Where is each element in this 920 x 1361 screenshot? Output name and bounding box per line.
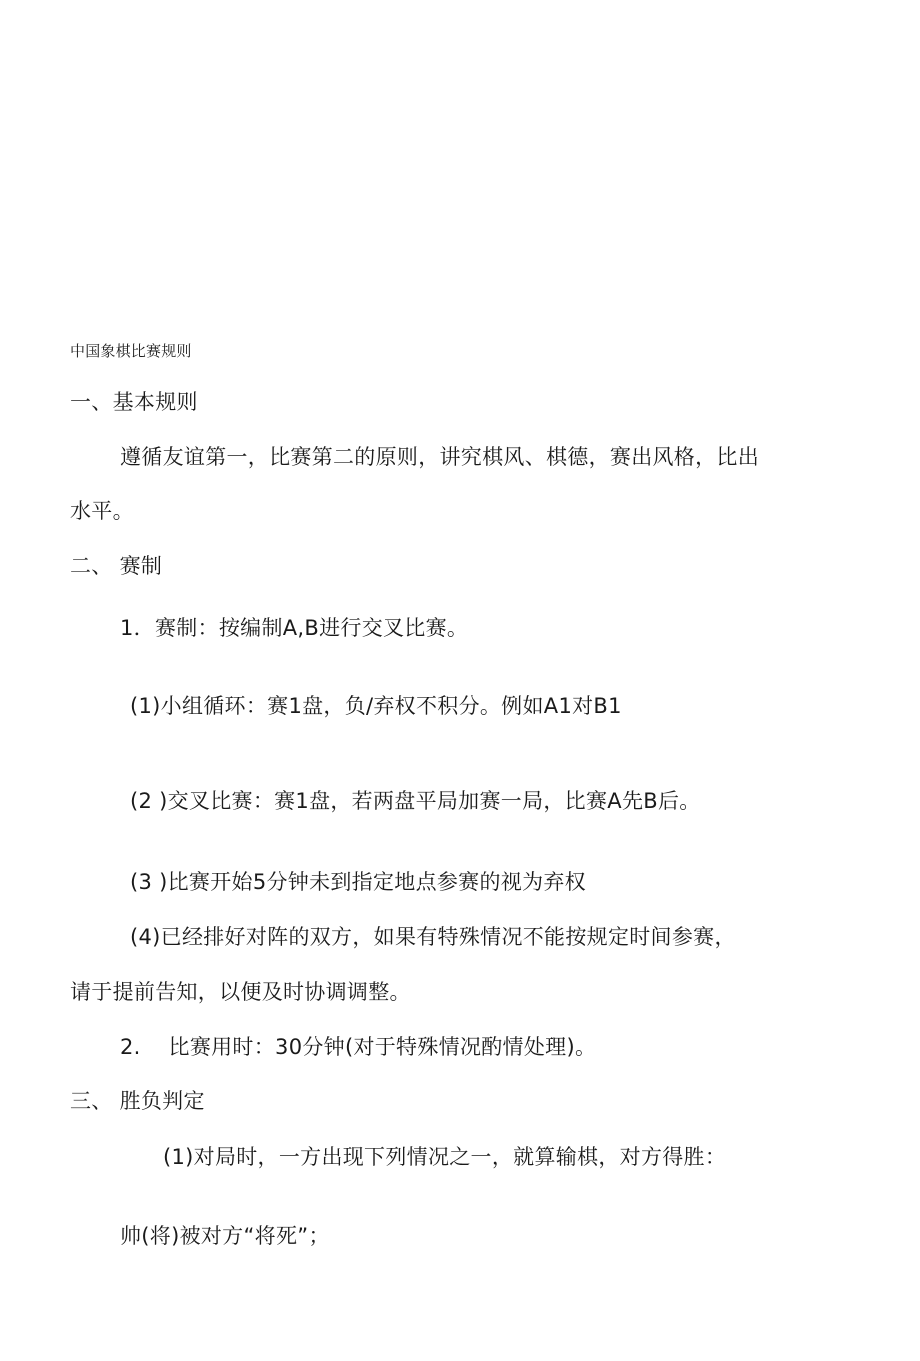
section-heading-format: 二、 赛制 (70, 554, 163, 578)
section-heading-result: 三、 胜负判定 (70, 1089, 205, 1113)
list-item: 2. 比赛用时：30分钟(对于特殊情况酌情处理)。 (120, 1035, 597, 1059)
list-item: (3 )比赛开始5分钟未到指定地点参赛的视为弃权 (130, 870, 586, 894)
section-heading-basic-rules: 一、基本规则 (70, 390, 198, 414)
list-item: 帅(将)被对方“将死”； (120, 1224, 330, 1248)
document-title: 中国象棋比赛规则 (70, 342, 192, 360)
list-item: (2 )交叉比赛：赛1盘，若两盘平局加赛一局，比赛A先B后。 (130, 789, 701, 813)
list-item: 1．赛制：按编制A,B进行交叉比赛。 (120, 616, 469, 640)
list-item-continuation: 请于提前告知，以便及时协调调整。 (70, 980, 411, 1004)
paragraph-line: 水平。 (70, 499, 134, 523)
paragraph-line: 遵循友谊第一，比赛第二的原则，讲究棋风、棋德，赛出风格，比出 (120, 445, 759, 469)
list-item: (4)已经排好对阵的双方，如果有特殊情况不能按规定时间参赛， (130, 925, 736, 949)
list-item: (1)对局时，一方出现下列情况之一，就算输棋，对方得胜： (163, 1145, 727, 1169)
list-item: (1)小组循环：赛1盘，负/弃权不积分。例如A1对B1 (130, 694, 622, 718)
